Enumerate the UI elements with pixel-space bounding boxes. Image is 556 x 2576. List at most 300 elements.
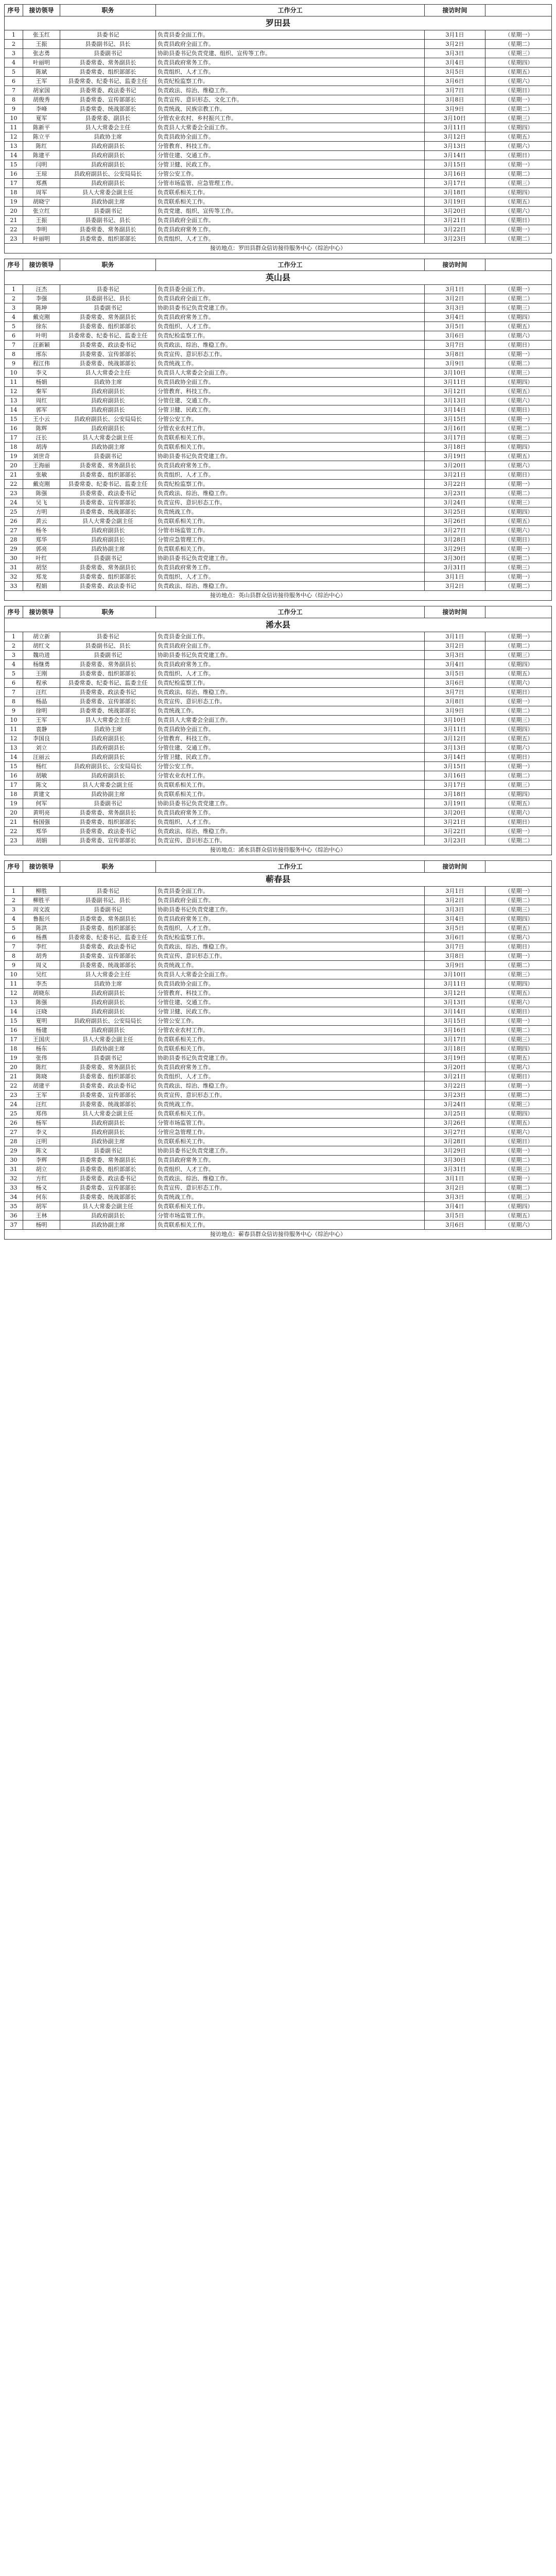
- duty-cell: 分管应急管理工作。: [156, 1128, 425, 1137]
- date-cell: 3月28日: [425, 535, 485, 544]
- seq-cell: 9: [5, 359, 23, 368]
- weekday-cell: （星期一）: [505, 828, 533, 835]
- duty-cell: 负责宣传、意识形态工作。: [156, 697, 425, 706]
- position-cell: 县人大常委会副主任: [60, 517, 156, 526]
- duty-cell: 负责统战工作。: [156, 1193, 425, 1201]
- duty-cell: 负责联系相关工作。: [156, 443, 425, 451]
- leader-cell: 程承: [23, 679, 60, 687]
- position-cell: 县政协主席: [60, 979, 156, 988]
- seq-cell: 18: [5, 790, 23, 799]
- table-row: [4, 1220, 552, 1229]
- weekday-cell: （星期二）: [505, 106, 533, 112]
- position-cell: 县政府副县长: [60, 734, 156, 743]
- weekday-cell: （星期日）: [505, 152, 533, 159]
- weekday-cell: （星期五）: [505, 735, 533, 742]
- table-row: [4, 1211, 552, 1220]
- table-row: [4, 687, 552, 697]
- position-cell: 县委常委、副县长: [60, 114, 156, 123]
- duty-cell: 分管教育、科技工作。: [156, 142, 425, 150]
- seq-cell: 24: [5, 498, 23, 507]
- date-cell: 3月1日: [425, 30, 485, 39]
- weekday-cell: （星期二）: [505, 555, 533, 562]
- weekday-cell: （星期二）: [505, 583, 533, 589]
- date-cell: 3月3日: [425, 303, 485, 312]
- header-cell: 序号: [5, 861, 23, 872]
- duty-cell: 负责宣传、意识形态工作。: [156, 498, 425, 507]
- position-cell: 县委常委、宣传部部长: [60, 350, 156, 359]
- leader-cell: 汪红: [23, 1100, 60, 1109]
- weekday-cell: （星期五）: [505, 133, 533, 140]
- date-cell: 3月10日: [425, 368, 485, 377]
- seq-cell: 17: [5, 433, 23, 442]
- table-row: [4, 132, 552, 141]
- seq-cell: 13: [5, 743, 23, 752]
- duty-cell: 负责政法、综治、维稳工作。: [156, 489, 425, 498]
- duty-cell: 负责县政府常务工作。: [156, 808, 425, 817]
- table-row: [4, 1192, 552, 1201]
- duty-cell: 负责县政府全面工作。: [156, 294, 425, 303]
- table-row: [4, 836, 552, 845]
- date-cell: 3月30日: [425, 554, 485, 563]
- seq-cell: 13: [5, 396, 23, 405]
- table-row: [4, 817, 552, 826]
- leader-cell: 杨红: [23, 762, 60, 771]
- seq-cell: 10: [5, 716, 23, 724]
- position-cell: 县委常委、宣传部部长: [60, 1183, 156, 1192]
- date-cell: 3月27日: [425, 526, 485, 535]
- weekday-cell: （星期一）: [505, 351, 533, 358]
- date-cell: 3月16日: [425, 771, 485, 780]
- table-row: [4, 914, 552, 923]
- leader-cell: 郑燕: [23, 179, 60, 188]
- weekday-cell: （星期一）: [505, 763, 533, 770]
- duty-cell: 负责县人大常委会全面工作。: [156, 970, 425, 979]
- position-cell: 县委常委、纪委书记、监委主任: [60, 480, 156, 488]
- seq-cell: 23: [5, 836, 23, 845]
- seq-cell: 11: [5, 979, 23, 988]
- position-cell: 县政府副县长: [60, 1211, 156, 1220]
- date-cell: 3月20日: [425, 808, 485, 817]
- leader-cell: 刘世奇: [23, 452, 60, 461]
- table-header: [4, 860, 552, 872]
- duty-cell: 负责统战工作。: [156, 706, 425, 715]
- date-cell: 3月25日: [425, 1109, 485, 1118]
- date-cell: 3月7日: [425, 942, 485, 951]
- position-cell: 县委常委、统战部部长: [60, 507, 156, 516]
- seq-cell: 4: [5, 914, 23, 923]
- weekday-cell: （星期日）: [505, 1073, 533, 1080]
- duty-cell: 分管应急管理工作。: [156, 535, 425, 544]
- date-cell: 3月18日: [425, 443, 485, 451]
- county-title: 英山县: [4, 270, 552, 284]
- position-cell: 县政府副县长: [60, 989, 156, 997]
- leader-cell: 王振: [23, 216, 60, 225]
- date-cell: 3月3日: [425, 651, 485, 659]
- table-row: [4, 761, 552, 771]
- leader-cell: 王海丽: [23, 461, 60, 470]
- leader-cell: 郭亮: [23, 545, 60, 553]
- date-cell: 3月24日: [425, 498, 485, 507]
- seq-cell: 11: [5, 378, 23, 386]
- duty-cell: 负责纪检监察工作。: [156, 480, 425, 488]
- position-cell: 县政协副主席: [60, 197, 156, 206]
- leader-cell: 秦军: [23, 387, 60, 396]
- duty-cell: 负责县政府常务工作。: [156, 461, 425, 470]
- weekday-cell: （星期五）: [505, 198, 533, 205]
- leader-cell: 杨军: [23, 1118, 60, 1127]
- duty-cell: 负责政法、综治、维稳工作。: [156, 1081, 425, 1090]
- duty-cell: 分管市场监管工作。: [156, 1211, 425, 1220]
- leader-cell: 黄明亮: [23, 808, 60, 817]
- duty-cell: 分管公安工作。: [156, 415, 425, 423]
- seq-cell: 11: [5, 123, 23, 132]
- position-cell: 县人大常委会副主任: [60, 1035, 156, 1044]
- position-cell: 县委副书记、县长: [60, 40, 156, 48]
- table-row: [4, 206, 552, 215]
- date-cell: 3月6日: [425, 679, 485, 687]
- date-cell: 3月11日: [425, 979, 485, 988]
- weekday-cell: （星期二）: [505, 171, 533, 177]
- leader-cell: 邢东: [23, 350, 60, 359]
- table-row: [4, 572, 552, 581]
- duty-cell: 负责统战工作。: [156, 1100, 425, 1109]
- date-cell: 3月4日: [425, 58, 485, 67]
- seq-cell: 34: [5, 1193, 23, 1201]
- leader-cell: 叶红: [23, 554, 60, 563]
- date-cell: 3月11日: [425, 123, 485, 132]
- duty-cell: 协助县委书记负责党建工作。: [156, 1146, 425, 1155]
- weekday-cell: （星期五）: [505, 925, 533, 931]
- position-cell: 县委书记: [60, 632, 156, 641]
- duty-cell: 负责纪检监察工作。: [156, 77, 425, 86]
- table-row: [4, 498, 552, 507]
- leader-cell: 王刚: [23, 669, 60, 678]
- duty-cell: 负责县政府常务工作。: [156, 225, 425, 234]
- leader-cell: 李义: [23, 368, 60, 377]
- table-row: [4, 526, 552, 535]
- leader-cell: 汪丽云: [23, 753, 60, 761]
- duty-cell: 负责组织、人才工作。: [156, 1165, 425, 1174]
- duty-cell: 负责县政府常务工作。: [156, 660, 425, 669]
- weekday-cell: （星期一）: [505, 633, 533, 640]
- header-cell: [485, 606, 552, 618]
- table-row: [4, 1081, 552, 1090]
- position-cell: 县委常委、政法委书记: [60, 942, 156, 951]
- weekday-cell: （星期三）: [505, 1101, 533, 1108]
- seq-cell: 10: [5, 114, 23, 123]
- position-cell: 县委常委、政法委书记: [60, 582, 156, 590]
- seq-cell: 2: [5, 896, 23, 905]
- date-cell: 3月22日: [425, 480, 485, 488]
- duty-cell: 负责县委全面工作。: [156, 632, 425, 641]
- seq-cell: 9: [5, 105, 23, 113]
- leader-cell: 杨义: [23, 1183, 60, 1192]
- position-cell: 县委常委、政法委书记: [60, 827, 156, 836]
- date-cell: 3月8日: [425, 952, 485, 960]
- date-cell: 3月23日: [425, 234, 485, 243]
- leader-cell: 王林: [23, 1211, 60, 1220]
- duty-cell: 负责联系相关工作。: [156, 1035, 425, 1044]
- table-row: [4, 433, 552, 442]
- seq-cell: 33: [5, 582, 23, 590]
- leader-cell: 徐东: [23, 322, 60, 331]
- weekday-cell: （星期三）: [505, 652, 533, 658]
- table-row: [4, 1155, 552, 1164]
- table-row: [4, 48, 552, 58]
- date-cell: 3月4日: [425, 1202, 485, 1211]
- duty-cell: 负责宣传、意识形态工作。: [156, 1091, 425, 1099]
- duty-cell: 负责县政协全面工作。: [156, 132, 425, 141]
- duty-cell: 负责县政府常务工作。: [156, 1156, 425, 1164]
- weekday-cell: （星期六）: [505, 934, 533, 941]
- table-row: [4, 706, 552, 715]
- date-cell: 3月3日: [425, 905, 485, 914]
- date-cell: 3月26日: [425, 517, 485, 526]
- duty-cell: 负责县委全面工作。: [156, 285, 425, 294]
- table-row: [4, 169, 552, 178]
- date-cell: 3月7日: [425, 688, 485, 697]
- date-cell: 3月2日: [425, 294, 485, 303]
- weekday-cell: （星期二）: [505, 962, 533, 969]
- table-row: [4, 178, 552, 188]
- seq-cell: 31: [5, 563, 23, 572]
- duty-cell: 协助县委书记负责党建、组织、宣传等工作。: [156, 49, 425, 58]
- position-cell: 县政府副县长、公安局局长: [60, 762, 156, 771]
- seq-cell: 13: [5, 142, 23, 150]
- leader-cell: 杨冬: [23, 526, 60, 535]
- weekday-cell: （星期日）: [505, 943, 533, 950]
- table-header: [4, 4, 552, 16]
- weekday-cell: （星期三）: [505, 304, 533, 311]
- table-row: [4, 284, 552, 294]
- position-cell: 县政府副县长: [60, 753, 156, 761]
- leader-cell: 陈文: [23, 781, 60, 789]
- table-row: [4, 396, 552, 405]
- table-row: [4, 150, 552, 160]
- seq-cell: 5: [5, 924, 23, 933]
- date-cell: 3月17日: [425, 1035, 485, 1044]
- date-cell: 3月18日: [425, 790, 485, 799]
- date-cell: 3月4日: [425, 313, 485, 321]
- weekday-cell: （星期六）: [505, 680, 533, 686]
- duty-cell: 负责联系相关工作。: [156, 1221, 425, 1229]
- position-cell: 县政协副主席: [60, 545, 156, 553]
- duty-cell: 分管住建、交通工作。: [156, 743, 425, 752]
- date-cell: 3月14日: [425, 1007, 485, 1016]
- duty-cell: 负责纪检监察工作。: [156, 331, 425, 340]
- position-cell: 县政府副县长: [60, 535, 156, 544]
- leader-cell: 郑伟: [23, 1109, 60, 1118]
- position-cell: 县委常委、纪委书记、监委主任: [60, 77, 156, 86]
- duty-cell: 分管农业农村工作。: [156, 424, 425, 433]
- table-row: [4, 659, 552, 669]
- leader-cell: 王振: [23, 40, 60, 48]
- leader-cell: 刘立: [23, 743, 60, 752]
- position-cell: 县委常委、常务副县长: [60, 660, 156, 669]
- duty-cell: 负责组织、人才工作。: [156, 470, 425, 479]
- duty-cell: 负责县政府常务工作。: [156, 313, 425, 321]
- weekday-cell: （星期四）: [505, 980, 533, 987]
- table-header: [4, 259, 552, 270]
- position-cell: 县委常委、组织部部长: [60, 470, 156, 479]
- table-row: [4, 331, 552, 340]
- seq-cell: 3: [5, 49, 23, 58]
- seq-cell: 8: [5, 95, 23, 104]
- position-cell: 县委常委、组织部部长: [60, 924, 156, 933]
- position-cell: 县委副书记、县长: [60, 294, 156, 303]
- leader-cell: 吴红: [23, 970, 60, 979]
- position-cell: 县委常委、常务副县长: [60, 563, 156, 572]
- table-row: [4, 451, 552, 461]
- date-cell: 3月8日: [425, 697, 485, 706]
- table-row: [4, 563, 552, 572]
- leader-cell: 汪长: [23, 433, 60, 442]
- leader-cell: 周红: [23, 396, 60, 405]
- position-cell: 县委副书记: [60, 799, 156, 808]
- seq-cell: 21: [5, 818, 23, 826]
- weekday-cell: （星期四）: [505, 791, 533, 798]
- position-cell: 县委常委、组织部部长: [60, 322, 156, 331]
- position-cell: 县委副书记: [60, 905, 156, 914]
- location-note: 接访地点：罗田县群众信访接待服务中心（综治中心）: [4, 243, 552, 253]
- position-cell: 县委副书记、县长: [60, 216, 156, 225]
- leader-cell: 胡军: [23, 1202, 60, 1211]
- weekday-cell: （星期二）: [505, 1027, 533, 1033]
- table-row: [4, 58, 552, 67]
- seq-cell: 16: [5, 1026, 23, 1035]
- seq-cell: 7: [5, 341, 23, 349]
- seq-cell: 30: [5, 554, 23, 563]
- position-cell: 县政府副县长: [60, 151, 156, 160]
- weekday-cell: （星期四）: [505, 124, 533, 131]
- weekday-cell: （星期三）: [505, 1194, 533, 1200]
- location-note: 接访地点：浠水县群众信访接待服务中心（综治中心）: [4, 845, 552, 855]
- seq-cell: 11: [5, 725, 23, 734]
- seq-cell: 18: [5, 188, 23, 197]
- position-cell: 县委常委、组织部部长: [60, 572, 156, 581]
- position-cell: 县委常委、组织部部长: [60, 818, 156, 826]
- position-cell: 县委常委、政法委书记: [60, 86, 156, 95]
- weekday-cell: （星期二）: [505, 707, 533, 714]
- schedule-document: [4, 4, 552, 1240]
- weekday-cell: （星期三）: [505, 180, 533, 187]
- position-cell: 县政府副县长、公安局局长: [60, 1016, 156, 1025]
- position-cell: 县委副书记、县长: [60, 896, 156, 905]
- header-cell: 接访时间: [425, 259, 485, 270]
- leader-cell: 陈新平: [23, 123, 60, 132]
- position-cell: 县政府副县长: [60, 771, 156, 780]
- position-cell: 县委副书记: [60, 1054, 156, 1062]
- date-cell: 3月10日: [425, 114, 485, 123]
- weekday-cell: （星期二）: [505, 425, 533, 432]
- county-title: 蕲春县: [4, 872, 552, 886]
- table-row: [4, 678, 552, 687]
- seq-cell: 28: [5, 535, 23, 544]
- seq-cell: 9: [5, 706, 23, 715]
- position-cell: 县政府副县长: [60, 424, 156, 433]
- weekday-cell: （星期三）: [505, 499, 533, 506]
- duty-cell: 分管公安工作。: [156, 762, 425, 771]
- table-row: [4, 377, 552, 386]
- header-cell: 职务: [60, 606, 156, 618]
- leader-cell: 陈强: [23, 998, 60, 1007]
- date-cell: 3月7日: [425, 86, 485, 95]
- date-cell: 3月17日: [425, 433, 485, 442]
- date-cell: 3月16日: [425, 424, 485, 433]
- date-cell: 3月21日: [425, 216, 485, 225]
- seq-cell: 12: [5, 989, 23, 997]
- duty-cell: 负责县政府全面工作。: [156, 896, 425, 905]
- seq-cell: 8: [5, 350, 23, 359]
- position-cell: 县委常委、政法委书记: [60, 489, 156, 498]
- position-cell: 县委常委、宣传部部长: [60, 1091, 156, 1099]
- date-cell: 3月19日: [425, 1054, 485, 1062]
- date-cell: 3月10日: [425, 716, 485, 724]
- header-cell: 职务: [60, 861, 156, 872]
- seq-cell: 19: [5, 1054, 23, 1062]
- seq-cell: 21: [5, 470, 23, 479]
- leader-cell: 陈红: [23, 142, 60, 150]
- duty-cell: 负责联系相关工作。: [156, 1202, 425, 1211]
- leader-cell: 陈洪: [23, 924, 60, 933]
- table-row: [4, 442, 552, 451]
- table-row: [4, 650, 552, 659]
- weekday-cell: （星期五）: [505, 670, 533, 677]
- seq-cell: 3: [5, 303, 23, 312]
- duty-cell: 负责联系相关工作。: [156, 197, 425, 206]
- date-cell: 3月3日: [425, 1193, 485, 1201]
- seq-cell: 3: [5, 651, 23, 659]
- table-row: [4, 30, 552, 39]
- table-row: [4, 535, 552, 544]
- table-row: [4, 488, 552, 498]
- weekday-cell: （星期日）: [505, 217, 533, 224]
- duty-cell: 分管卫健、民政工作。: [156, 1007, 425, 1016]
- position-cell: 县委常委、常务副县长: [60, 914, 156, 923]
- leader-cell: 李国良: [23, 734, 60, 743]
- duty-cell: 负责联系相关工作。: [156, 545, 425, 553]
- header-cell: [485, 259, 552, 270]
- table-row: [4, 197, 552, 206]
- table-row: [4, 470, 552, 479]
- weekday-cell: （星期二）: [505, 897, 533, 904]
- date-cell: 3月21日: [425, 818, 485, 826]
- duty-cell: 负责组织、人才工作。: [156, 234, 425, 243]
- date-cell: 3月9日: [425, 961, 485, 970]
- header-cell: 接访时间: [425, 606, 485, 618]
- table-row: [4, 1109, 552, 1118]
- header-cell: 工作分工: [156, 606, 425, 618]
- leader-cell: 胡立新: [23, 632, 60, 641]
- seq-cell: 15: [5, 762, 23, 771]
- seq-cell: 15: [5, 1016, 23, 1025]
- date-cell: 3月30日: [425, 1156, 485, 1164]
- seq-cell: 23: [5, 1091, 23, 1099]
- leader-cell: 陈立平: [23, 132, 60, 141]
- position-cell: 县委常委、政法委书记: [60, 1081, 156, 1090]
- seq-cell: 20: [5, 461, 23, 470]
- leader-cell: 杨晶: [23, 697, 60, 706]
- date-cell: 3月4日: [425, 914, 485, 923]
- duty-cell: 协助县委书记负责党建工作。: [156, 905, 425, 914]
- table-row: [4, 544, 552, 553]
- position-cell: 县政协主席: [60, 132, 156, 141]
- duty-cell: 负责联系相关工作。: [156, 188, 425, 197]
- seq-cell: 2: [5, 40, 23, 48]
- weekday-cell: （星期一）: [505, 96, 533, 103]
- seq-cell: 27: [5, 1128, 23, 1137]
- duty-cell: 负责政法、综治、维稳工作。: [156, 582, 425, 590]
